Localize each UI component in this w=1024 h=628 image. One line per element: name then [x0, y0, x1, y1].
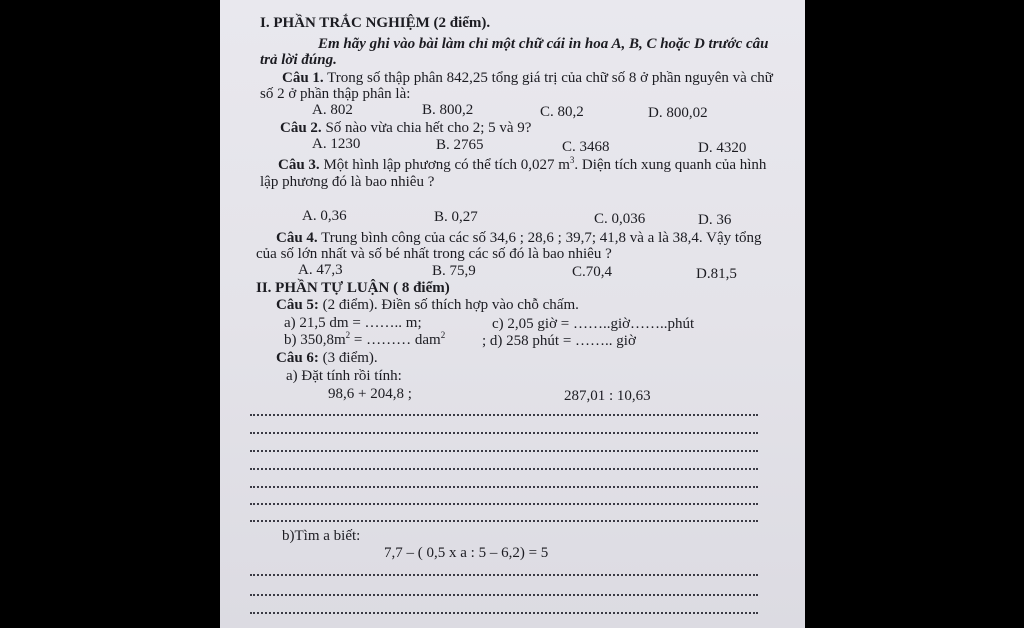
part1-heading: I. PHẦN TRẮC NGHIỆM (2 điểm).: [260, 15, 491, 31]
q5-b-text: b) 350,8m: [284, 332, 346, 348]
instruction-line2: trả lời đúng.: [260, 52, 337, 68]
q3-option-b: B. 0,27: [434, 209, 478, 225]
q1-label: Câu 1.: [282, 70, 324, 86]
instruction-line1: Em hãy ghi vào bài làm chỉ một chữ cái in hoa A, B, C hoặc D trước câu: [318, 36, 769, 52]
q1-option-a: A. 802: [312, 102, 353, 118]
q5-b-sup2: 2: [440, 330, 446, 340]
q3-text-b: . Diện tích xung quanh của hình: [574, 157, 767, 173]
q4-option-b: B. 75,9: [432, 263, 476, 279]
q4-line1: [276, 230, 762, 246]
q4-text: Trung bình công của các số 34,6 ; 28,6 ; 39,7; 41,8 và a là 38,4. Vậy tổng: [317, 230, 762, 246]
q3-option-c: C. 0,036: [594, 211, 646, 227]
q1-option-d: D. 800,02: [648, 105, 708, 121]
q1-text: Trong số thập phân 842,25 tổng giá trị của chữ số 8 ở phần nguyên và chữ: [323, 70, 773, 86]
q5-text: (2 điểm). Điền số thích hợp vào chỗ chấm.: [318, 297, 579, 313]
q2-line: [280, 120, 531, 136]
q6-text: (3 điểm).: [318, 350, 378, 366]
q5-b-sup: 2: [345, 330, 351, 340]
q2-option-d: D. 4320: [698, 140, 747, 156]
q4-option-d: D.81,5: [696, 266, 737, 282]
answer-line: [250, 432, 758, 434]
q2-option-a: A. 1230: [312, 136, 361, 152]
q3-sup: 3: [569, 155, 575, 165]
q3-line2: lập phương đó là bao nhiêu ?: [260, 174, 435, 190]
q3-option-d: D. 36: [698, 212, 732, 228]
part2-heading: II. PHẦN TỰ LUẬN ( 8 điểm): [256, 280, 450, 296]
answer-line: [250, 486, 758, 488]
q4-label: Câu 4.: [276, 230, 318, 246]
q6-expr1: 98,6 + 204,8 ;: [328, 386, 412, 402]
q6-expr2: 287,01 : 10,63: [564, 388, 651, 404]
q2-option-c: C. 3468: [562, 139, 610, 155]
q2-label: Câu 2.: [280, 120, 322, 136]
exam-paper: [220, 0, 805, 628]
answer-line: [250, 574, 758, 576]
q2-option-b: B. 2765: [436, 137, 484, 153]
answer-line: [250, 520, 758, 522]
q6-equation: 7,7 – ( 0,5 x a : 5 – 6,2) = 5: [384, 545, 549, 561]
q1-line2: số 2 ở phần thập phân là:: [260, 86, 411, 102]
answer-line: [250, 468, 758, 470]
q4-option-a: A. 47,3: [298, 262, 343, 278]
q3-option-a: A. 0,36: [302, 208, 347, 224]
answer-line: [250, 414, 758, 416]
answer-line: [250, 450, 758, 452]
answer-line: [250, 612, 758, 614]
q5-label: Câu 5:: [276, 297, 319, 313]
q6-label: Câu 6:: [276, 350, 319, 366]
q4-option-c: C.70,4: [572, 264, 613, 280]
q3-line1: [278, 157, 766, 173]
q4-line2: của số lớn nhất và số bé nhất trong các số đó là bao nhiêu ?: [256, 246, 612, 262]
q2-text: Số nào vừa chia hết cho 2; 5 và 9?: [321, 120, 532, 136]
answer-line: [250, 594, 758, 596]
q3-label: Câu 3.: [278, 157, 320, 173]
q5-d: ; d) 258 phút = …….. giờ: [482, 333, 636, 349]
q6-a-title: a) Đặt tính rồi tính:: [286, 368, 402, 384]
q5-a: a) 21,5 dm = …….. m;: [284, 315, 422, 331]
q1-line1: [282, 70, 773, 86]
q1-option-b: B. 800,2: [422, 102, 474, 118]
q5-line: [276, 297, 579, 313]
q5-b: [284, 332, 445, 348]
q6-b-title: b)Tìm a biết:: [282, 528, 361, 544]
q5-c: c) 2,05 giờ = ……..giờ……..phút: [492, 316, 695, 332]
q3-text-a: Một hình lập phương có thể tích 0,027 m: [319, 157, 570, 173]
answer-line: [250, 503, 758, 505]
q5-b-unit: = ……… dam: [350, 332, 441, 348]
q6-line: [276, 350, 378, 366]
q1-option-c: C. 80,2: [540, 104, 584, 120]
